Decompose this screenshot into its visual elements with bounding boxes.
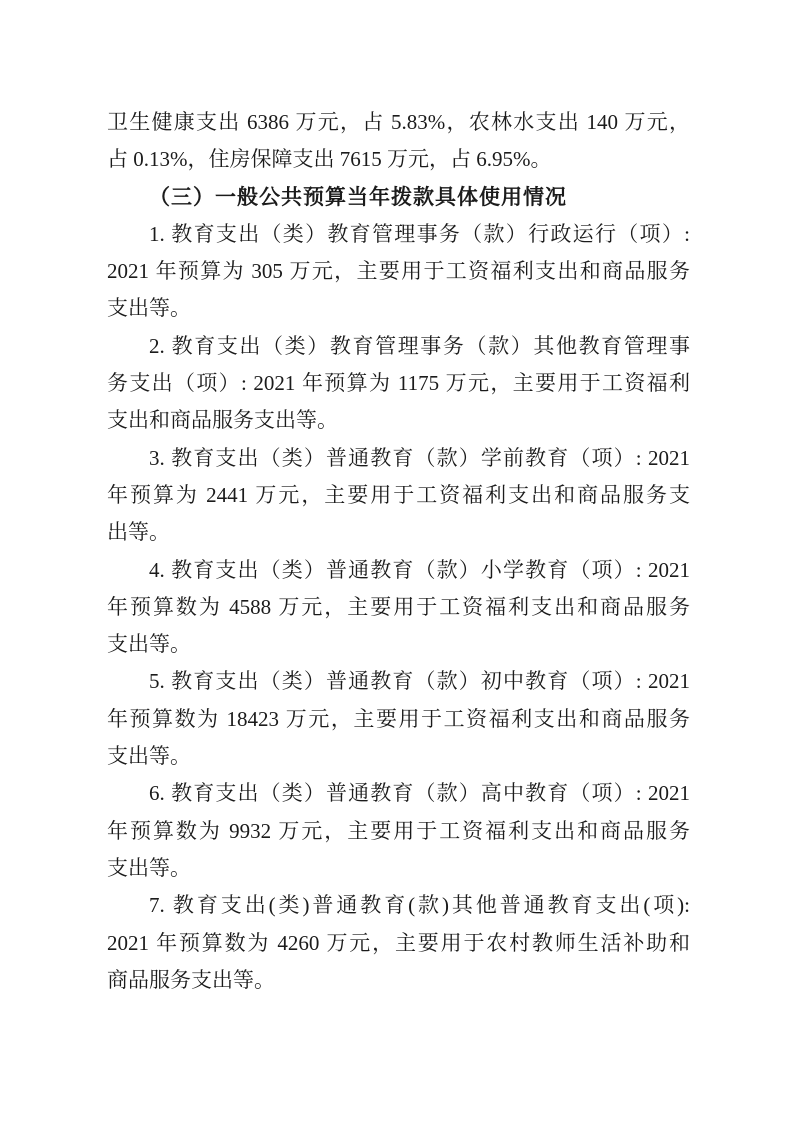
text-line: 商品服务支出等。 [107,967,275,992]
text-line: 6. 教育支出（类）普通教育（款）高中教育（项）: 2021 [149,781,690,806]
document-content [107,104,690,999]
text-line: 1. 教育支出（类）教育管理事务（款）行政运行（项）: [149,221,690,246]
text-line: 年预算数为 18423 万元，主要用于工资福利支出和商品服务 [107,706,690,731]
text-line: 年预算数为 4588 万元，主要用于工资福利支出和商品服务 [107,594,690,619]
text-line: 年预算为 2441 万元，主要用于工资福利支出和商品服务支 [107,482,690,507]
text-line: 2021 年预算数为 4260 万元，主要用于农村教师生活补助和 [107,930,690,955]
text-line: 卫生健康支出 6386 万元，占 5.83%，农林水支出 140 万元， [107,110,690,134]
text-line: 占 0.13%，住房保障支出 7615 万元，占 6.95%。 [107,147,552,172]
text-line: 7. 教育支出(类)普通教育(款)其他普通教育支出(项): [149,893,690,918]
text-line: 2021 年预算为 305 万元，主要用于工资福利支出和商品服务 [107,259,690,284]
text-line: 3. 教育支出（类）普通教育（款）学前教育（项）: 2021 [149,445,690,470]
text-line: 2. 教育支出（类）教育管理事务（款）其他教育管理事 [149,333,690,358]
text-line: 支出等。 [107,744,191,769]
text-line: 支出等。 [107,855,191,880]
text-line: 务支出（项）: 2021 年预算为 1175 万元，主要用于工资福利 [107,371,690,396]
text-line: 年预算数为 9932 万元，主要用于工资福利支出和商品服务 [107,818,690,843]
section-heading: （三）一般公共预算当年拨款具体使用情况 [149,184,567,209]
text-line: 支出和商品服务支出等。 [107,408,338,433]
text-line: 4. 教育支出（类）普通教育（款）小学教育（项）: 2021 [149,557,690,582]
text-line: 出等。 [107,520,170,545]
text-line: 支出等。 [107,296,191,321]
text-line: 5. 教育支出（类）普通教育（款）初中教育（项）: 2021 [149,669,690,694]
text-line: 支出等。 [107,632,191,657]
